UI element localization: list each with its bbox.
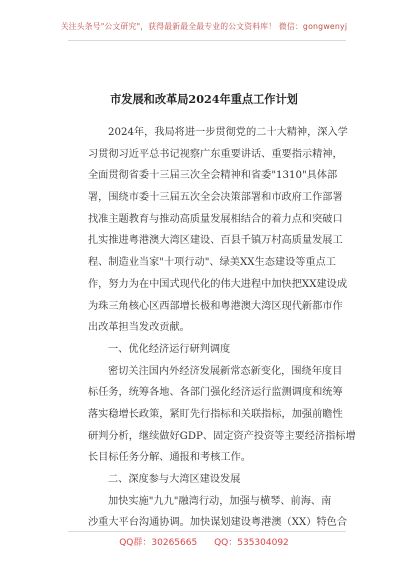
body-line: 署，围绕市委十三届五次全会决策部署和市政府工作部署 [88, 192, 343, 204]
body-line: 沙重大平台沟通协调。加快谋划建设粤港澳（XX）特色合 [88, 517, 348, 529]
body-line: 2024年，我局将进一步贯彻党的二十大精神，深入学 [108, 127, 348, 138]
footer-divider [68, 531, 346, 532]
footer-contact [0, 535, 408, 548]
body-line: 为珠三角核心区西部增长极和粤港澳大湾区现代新都市作 [88, 300, 343, 312]
body-line: 作，努力为在中国式现代化的伟大进程中加快把XX建设成 [88, 278, 348, 290]
footer-qq: QQ：535304092 [214, 538, 289, 548]
body-line: 研判分析，继续做好GDP、固定资产投资等主要经济指标增 [88, 430, 356, 442]
body-line: 长目标任务分解、通报和考核工作。 [88, 452, 251, 464]
section-heading: 二、深度参与大湾区建设发展 [108, 474, 241, 485]
body-line: 程、制造业当家"十项行动"、绿美XX生态建设等重点工 [88, 257, 336, 269]
document-body [88, 122, 356, 534]
header-divider [68, 40, 346, 41]
body-line: 找准主题教育与推动高质量发展相结合的着力点和突破口 [88, 213, 343, 225]
document-title: 市发展和改革局2024年重点工作计划 [110, 92, 298, 106]
section-heading: 一、优化经济运行研判调度 [108, 343, 231, 355]
footer-qq-group: QQ群：30265665 [119, 538, 198, 548]
body-line: 全面贯彻省委十三届三次全会精神和省委"1310"具体部 [88, 170, 338, 182]
body-line: 落实稳增长政策，紧盯先行指标和关联指标，加强前瞻性 [88, 408, 343, 420]
body-line: 标任务，统筹各地、各部门强化经济运行监测调度和统筹 [88, 387, 343, 399]
body-line: 扎实推进粤港澳大湾区建设、百县千镇万村高质量发展工 [88, 235, 343, 247]
body-line: 加快实施"九九"融湾行动，加强与横琴、前海、南 [108, 495, 332, 507]
body-line: 习贯彻习近平总书记视察广东重要讲话、重要指示精神， [88, 148, 343, 160]
header-promo: 关注头条号"公文研究"，获得最新最全最专业的公文资料库！ 微信：gongwenyj [60, 22, 348, 31]
body-line: 密切关注国内外经济发展新常态新变化，围绕年度目 [108, 365, 343, 377]
body-line: 出改革担当发改贡献。 [88, 322, 190, 334]
